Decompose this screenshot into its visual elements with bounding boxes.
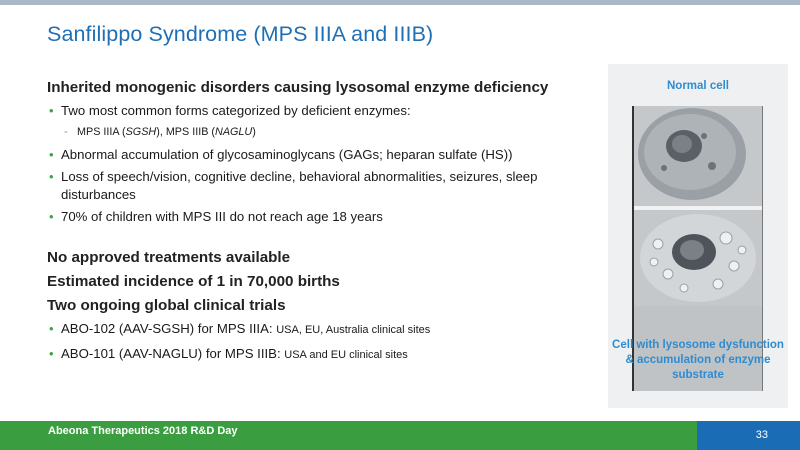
normal-cell-label: Normal cell <box>667 80 729 92</box>
top-rule <box>0 0 800 5</box>
cell-image-panel <box>608 64 788 408</box>
bullet-icon: • <box>49 169 54 184</box>
micrograph-icon <box>634 106 762 306</box>
footer-text: Abeona Therapeutics 2018 R&D Day <box>48 425 238 437</box>
heading-no-treatments: No approved treatments available <box>47 249 291 266</box>
heading-monogenic: Inherited monogenic disorders causing lysosomal enzyme deficiency <box>47 79 549 96</box>
slide-title: Sanfilippo Syndrome (MPS IIIA and IIIB) <box>47 22 434 46</box>
list-item: • ABO-101 (AAV-NAGLU) for MPS IIIB: USA and EU clinical sites <box>49 346 408 361</box>
list-item: • ABO-102 (AAV-SGSH) for MPS IIIA: USA, EU, Australia clinical sites <box>49 321 431 336</box>
diseased-cell-label: Cell with lysosome dysfunction & accumulation of enzyme substrate <box>612 339 784 381</box>
bullet-icon: • <box>49 209 54 224</box>
bullet-list-2 <box>47 320 607 364</box>
page-number-box <box>697 421 800 450</box>
bullet-list-1 <box>47 102 607 226</box>
list-item: • Loss of speech/vision, cognitive decline, behavioral abnormalities, seizures, sleep disturbances <box>49 169 538 202</box>
heading-incidence: Estimated incidence of 1 in 70,000 births <box>47 273 340 290</box>
list-item: • 70% of children with MPS III do not reach age 18 years <box>49 209 383 224</box>
page-number: 33 <box>755 429 768 441</box>
bullet-icon: • <box>49 103 54 118</box>
footer-bar <box>0 421 800 450</box>
sub-list-item: - MPS IIIA (SGSH), MPS IIIB (NAGLU) <box>64 126 256 138</box>
dash-icon: - <box>64 126 68 138</box>
bullet-icon: • <box>49 346 54 361</box>
list-item: • Abnormal accumulation of glycosaminoglycans (GAGs; heparan sulfate (HS)) <box>49 147 513 162</box>
list-item: • Two most common forms categorized by deficient enzymes: <box>49 103 411 118</box>
slide-content <box>47 78 607 364</box>
bullet-icon: • <box>49 147 54 162</box>
bullet-icon: • <box>49 321 54 336</box>
heading-trials: Two ongoing global clinical trials <box>47 297 286 314</box>
